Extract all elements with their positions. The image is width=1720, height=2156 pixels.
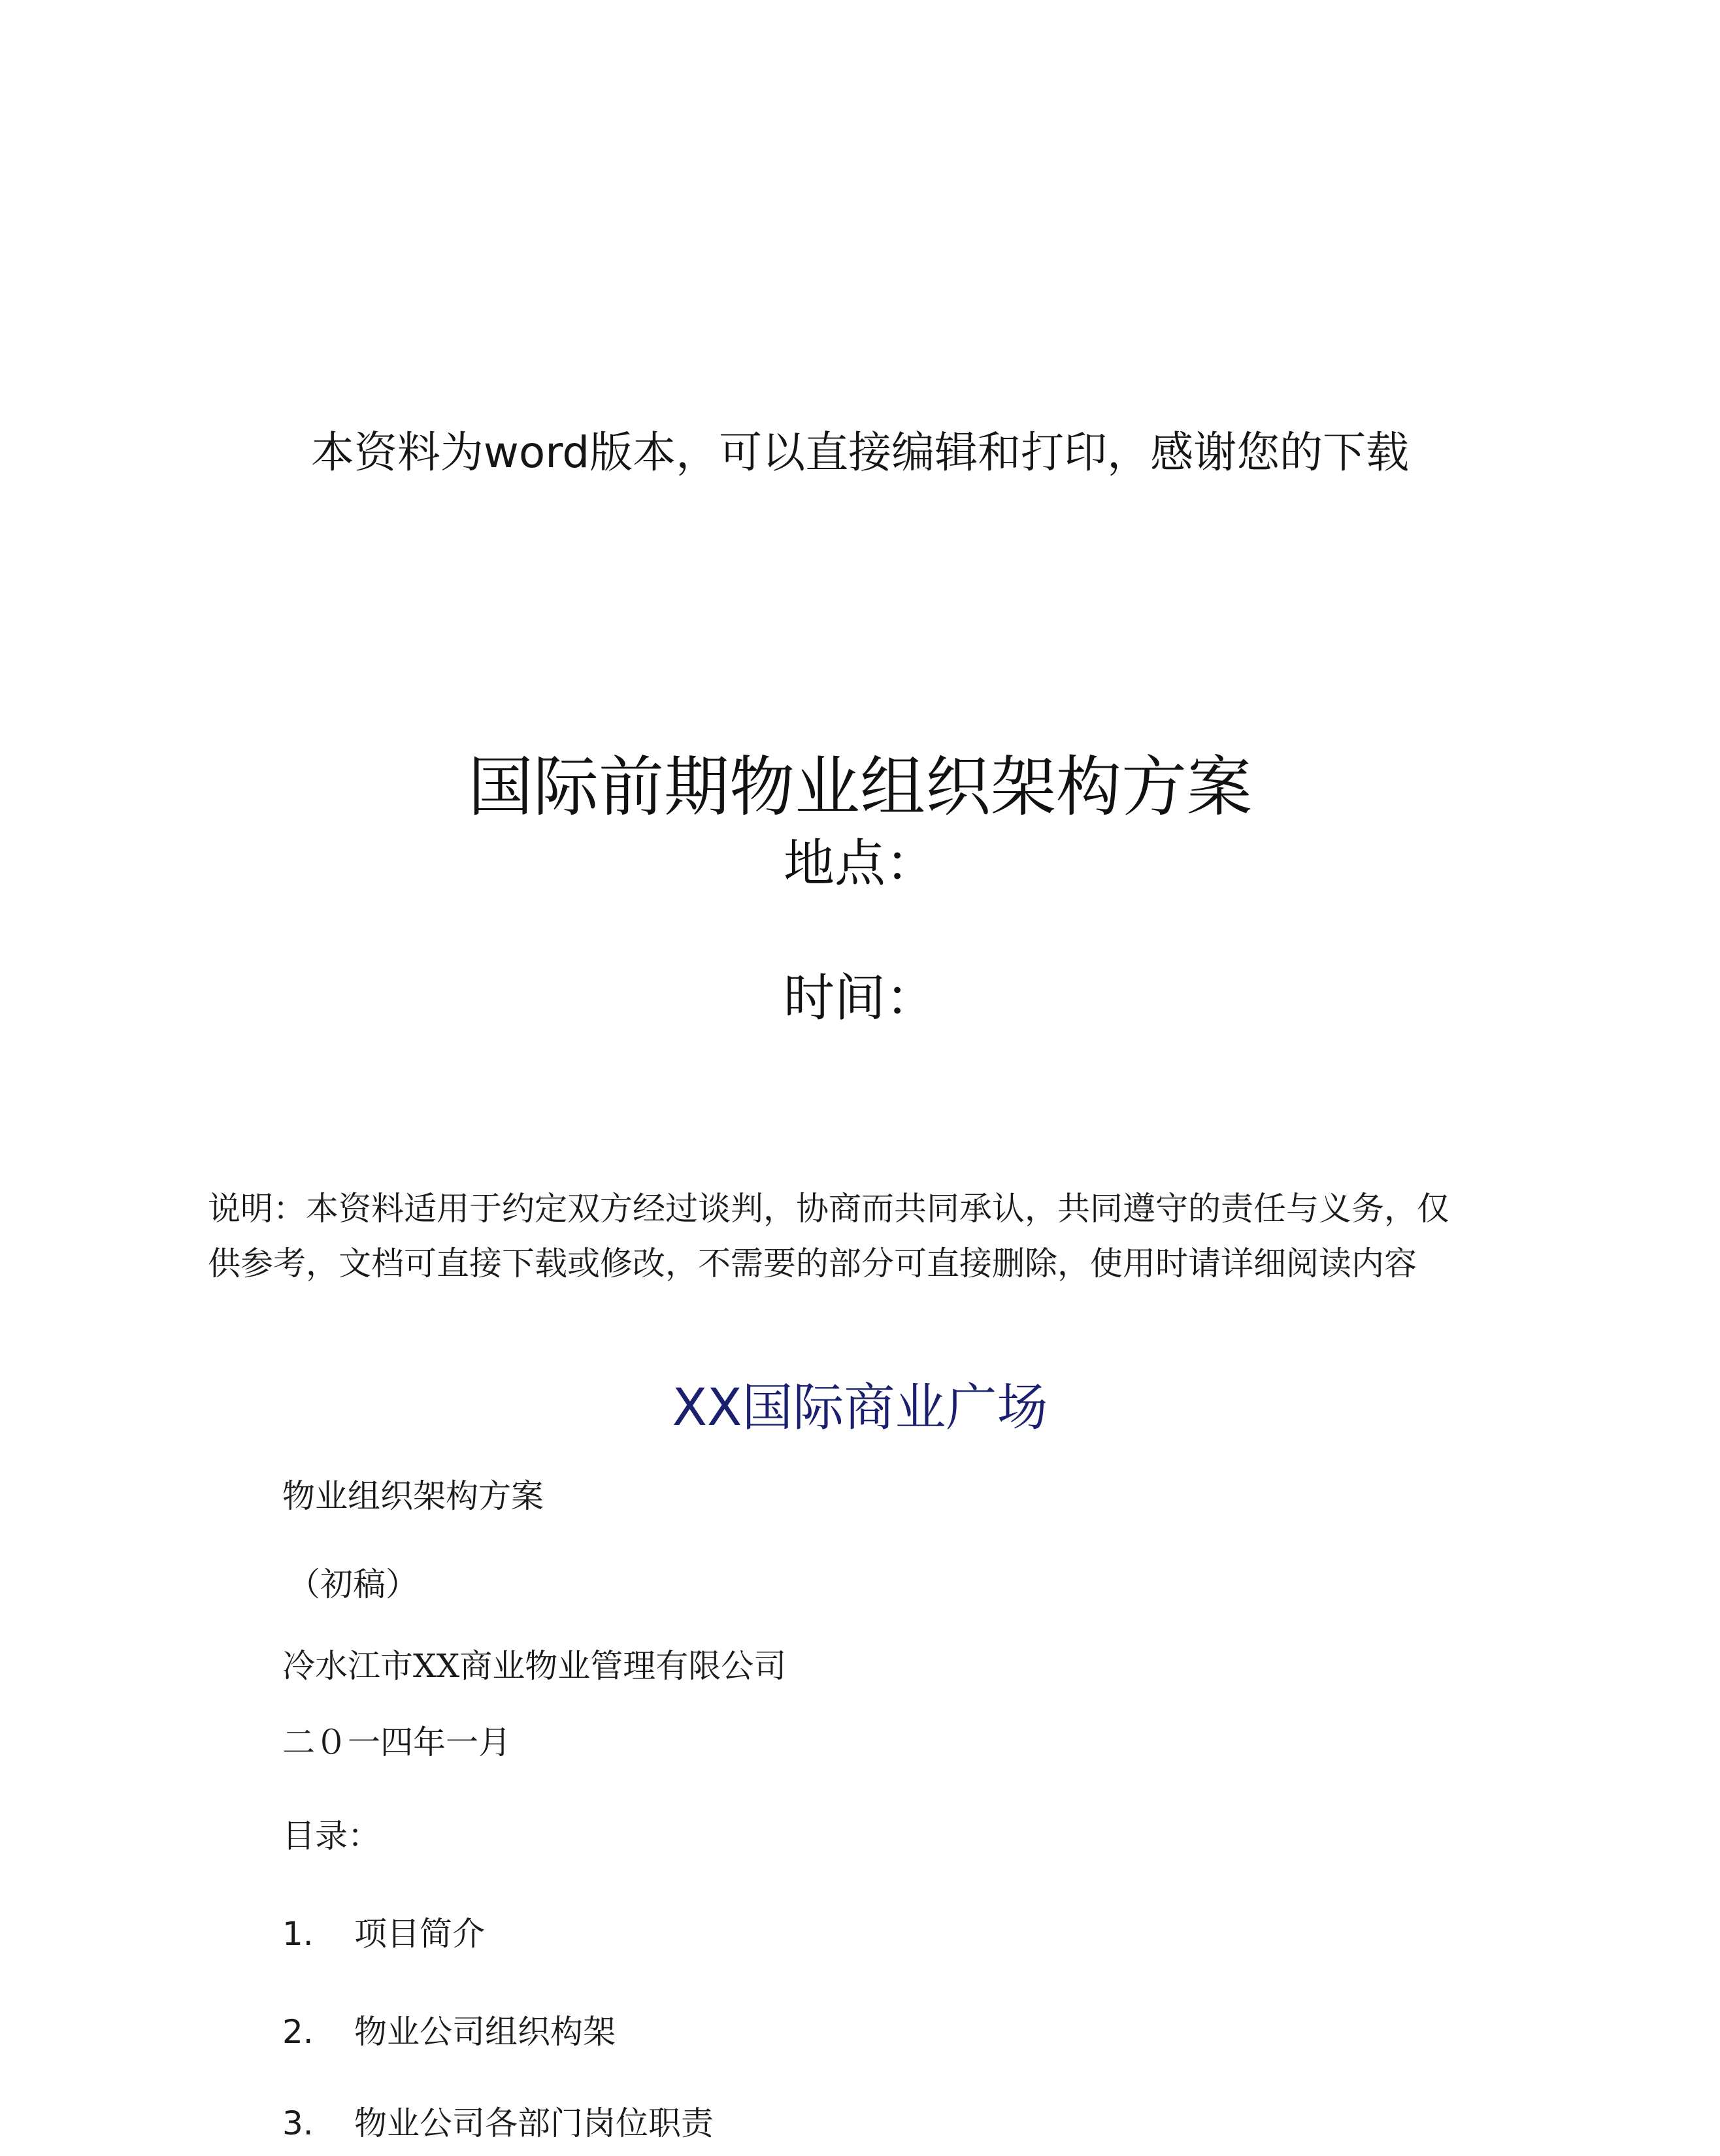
- usage-note: [208, 1181, 1515, 1291]
- toc-item-number: 3.: [282, 2104, 314, 2142]
- time-label: 时间：: [783, 969, 936, 1028]
- download-banner: 本资料为word版本，可以直接编辑和打印，感谢您的下载: [310, 427, 1410, 478]
- toc-item: [282, 2009, 616, 2055]
- toc-heading: 目录：: [282, 1817, 380, 1855]
- cover-title: 国际前期物业组织架构方案: [468, 749, 1252, 825]
- toc-item-text: 物业公司各部门岗位职责: [354, 2104, 714, 2142]
- usage-note-line-2: 供参考，文档可直接下载或修改，不需要的部分可直接删除，使用时请详细阅读内容: [208, 1245, 1417, 1282]
- toc-item: [282, 2100, 714, 2146]
- draft-label: （初稿）: [288, 1565, 418, 1603]
- usage-note-line-1: 说明：本资料适用于约定双方经过谈判，协商而共同承认，共同遵守的责任与义务，仅: [208, 1190, 1449, 1228]
- toc-item-text: 物业公司组织构架: [354, 2013, 616, 2051]
- plaza-title: XX国际商业广场: [672, 1379, 1048, 1437]
- document-subtitle: 物业组织架构方案: [282, 1477, 544, 1515]
- toc-item-number: 2.: [282, 2013, 314, 2051]
- location-label: 地点：: [783, 834, 936, 893]
- toc-item: [282, 1911, 485, 1957]
- document-date: 二０一四年一月: [282, 1723, 511, 1761]
- toc-item-number: 1.: [282, 1915, 314, 1953]
- toc-item-text: 项目简介: [354, 1915, 485, 1953]
- company-name: 冷水江市XX商业物业管理有限公司: [282, 1647, 787, 1685]
